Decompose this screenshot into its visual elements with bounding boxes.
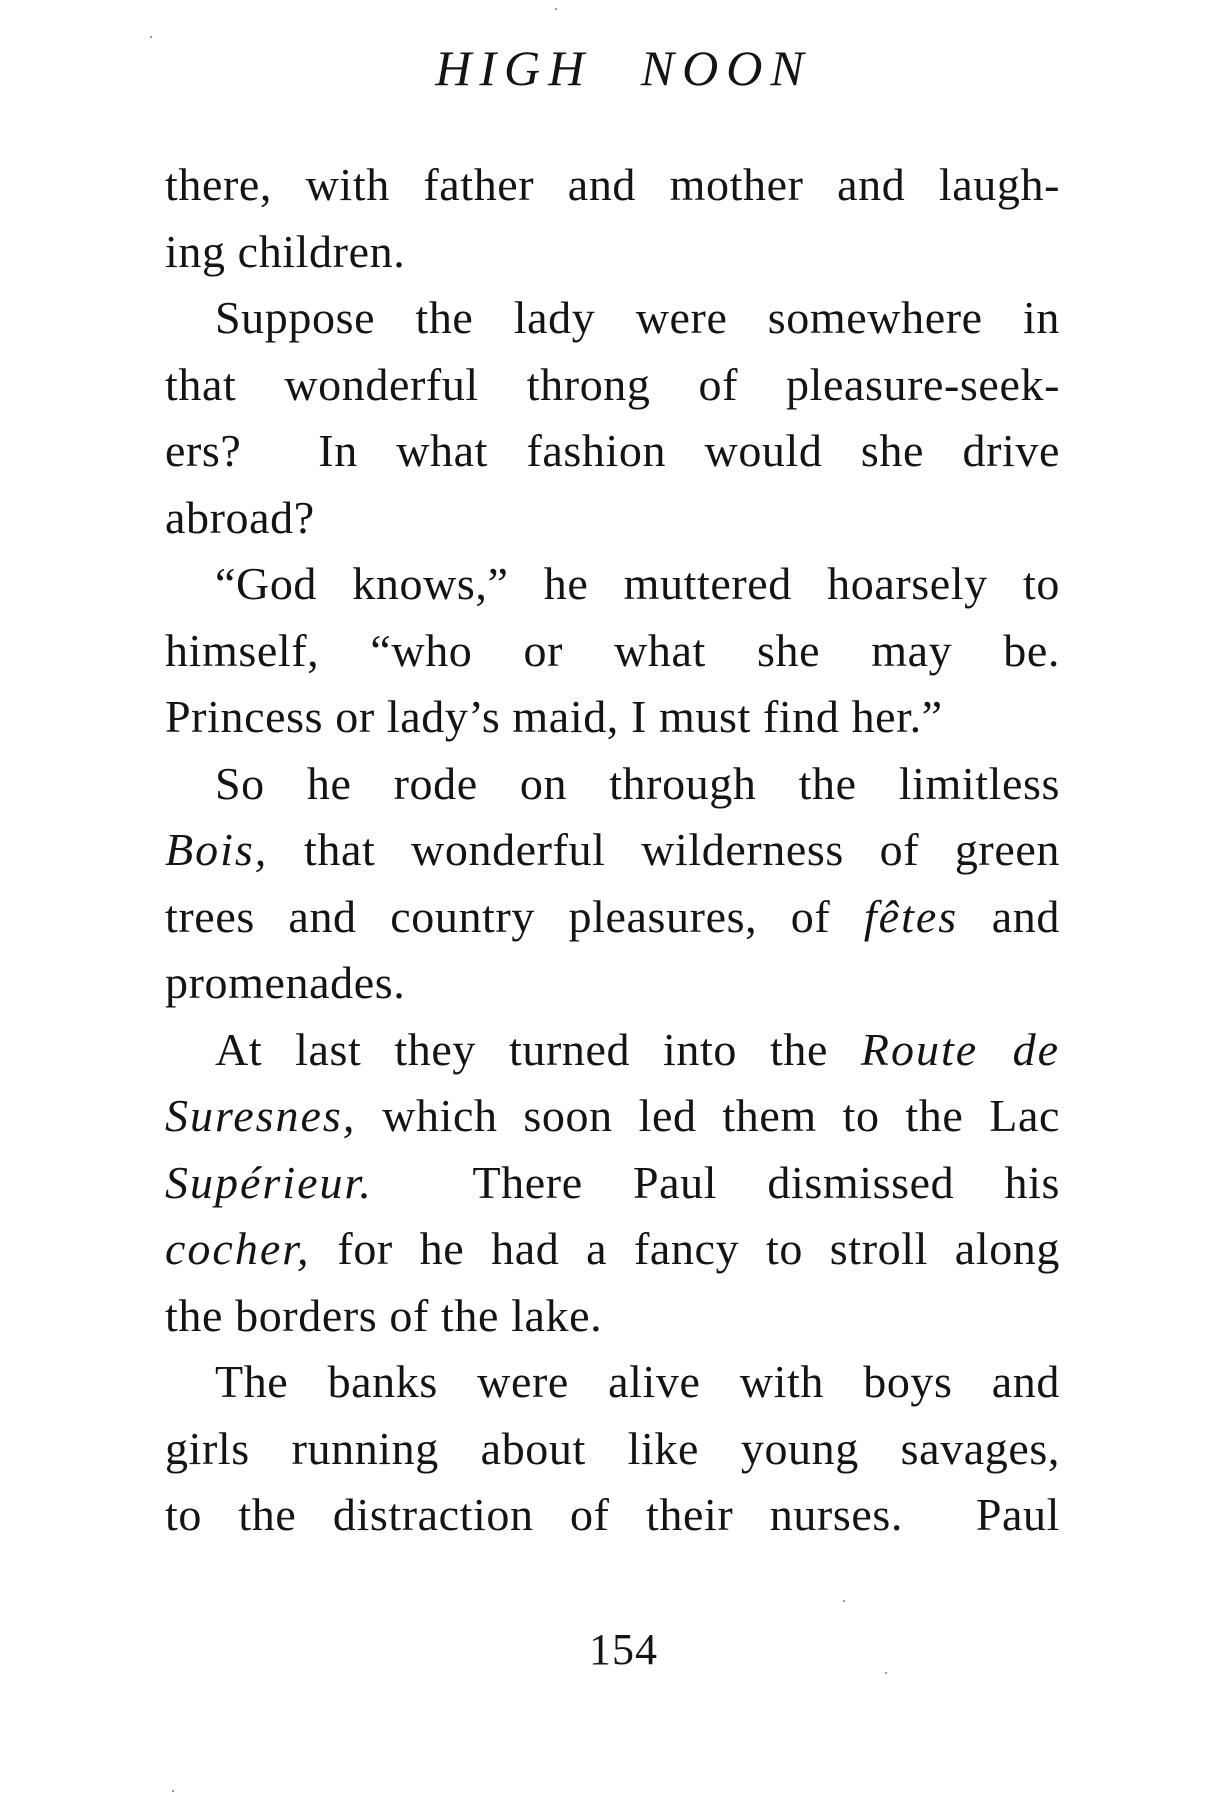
text-line: Suppose the lady were somewhere in (215, 292, 1060, 343)
text-line: abroad? (165, 491, 315, 543)
italic-text: Supérieur. (165, 1156, 373, 1208)
text-line: The banks were alive with boys and (215, 1356, 1060, 1407)
text-line: So he rode on through the limitless (215, 757, 1060, 809)
text-line: cocher, for he had a fancy to stroll along (165, 1223, 1060, 1274)
text-line: Supérieur. There Paul dismissed his (165, 1156, 1060, 1208)
italic-text: Bois, (165, 824, 269, 875)
italic-text: Suresnes, (165, 1090, 357, 1141)
paper-speck (843, 1600, 845, 1602)
text-line: Bois, that wonderful wilderness of green (165, 824, 1060, 875)
text-line: himself, “who or what she may be. (165, 624, 1060, 676)
italic-text: Route de (860, 1023, 1060, 1075)
paper-speck (555, 8, 557, 10)
text-line: girls running about like young savages, (165, 1422, 1060, 1474)
text-line: Suresnes, which soon led them to the Lac (165, 1090, 1060, 1141)
text-line: ers? In what fashion would she drive (165, 425, 1060, 476)
paper-speck (172, 1790, 174, 1792)
text-line: At last they turned into the Route de (215, 1023, 1060, 1075)
body-text (165, 152, 1060, 1549)
page-number: 154 (589, 1625, 658, 1674)
text-line: trees and country pleasures, of fêtes and (165, 890, 1060, 942)
text-line: the borders of the lake. (165, 1289, 603, 1341)
text-line: to the distraction of their nurses. Paul (165, 1489, 1060, 1540)
text-line: there, with father and mother and laugh- (165, 159, 1060, 210)
italic-text: fêtes (863, 890, 959, 942)
text-line: ing children. (165, 225, 406, 277)
text-line: that wonderful throng of pleasure-seek- (165, 358, 1060, 410)
text-line: Princess or lady’s maid, I must find her.” (165, 691, 943, 742)
paper-speck (885, 1672, 887, 1674)
text-line: “God knows,” he muttered hoarsely to (215, 558, 1060, 609)
italic-text: cocher, (165, 1223, 311, 1274)
running-title: HIGH NOON (435, 40, 812, 96)
paper-speck (150, 36, 152, 38)
text-line: promenades. (165, 957, 406, 1008)
